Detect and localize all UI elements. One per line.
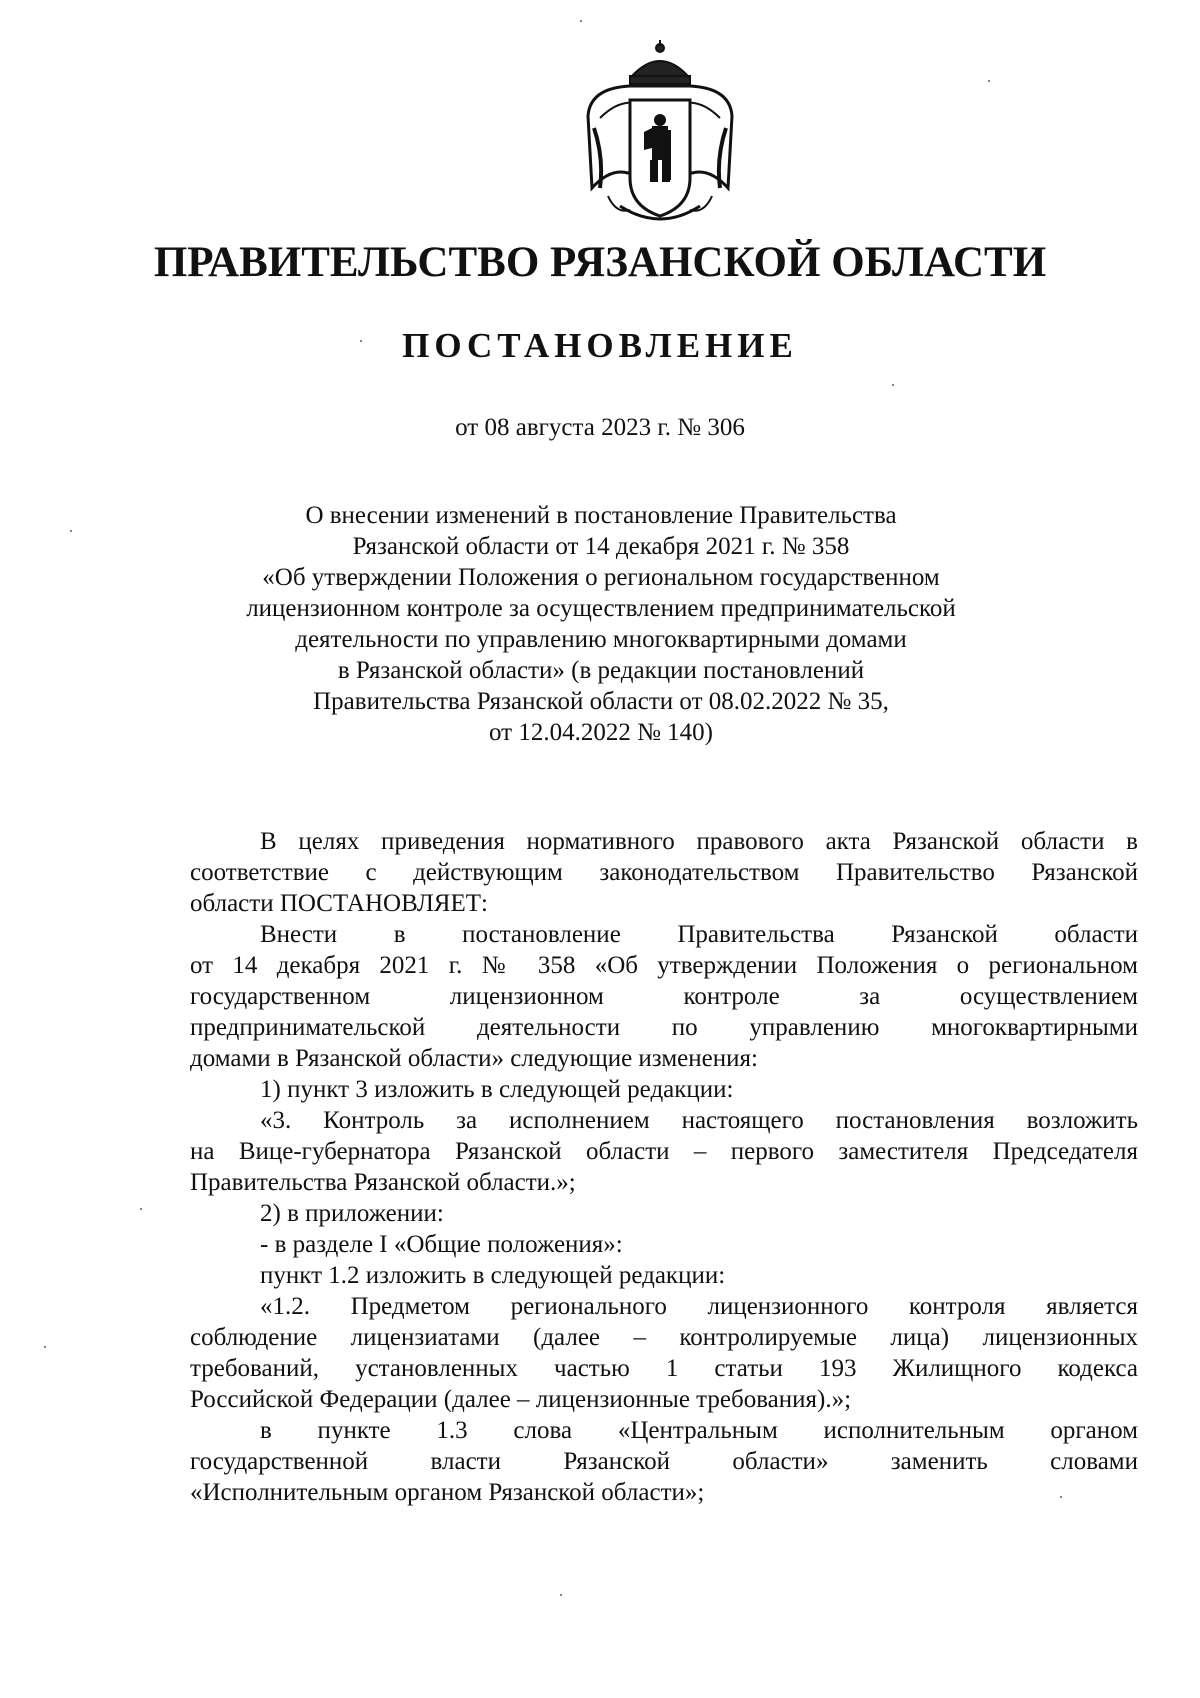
body-line: 2) в приложении: bbox=[260, 1200, 444, 1227]
scan-speck bbox=[140, 1208, 142, 1210]
scan-speck bbox=[988, 80, 990, 82]
coat-of-arms-emblem bbox=[560, 38, 760, 228]
document-body bbox=[190, 826, 1138, 1508]
body-line: 1) пункт 3 изложить в следующей редакции: bbox=[260, 1076, 734, 1103]
body-line: соответствие с действующим законодательством Правительство Рязанской bbox=[190, 859, 1138, 886]
document-subject bbox=[190, 500, 1012, 748]
document-type-heading: ПОСТАНОВЛЕНИЕ bbox=[402, 326, 798, 365]
scan-speck bbox=[580, 20, 582, 22]
scan-speck bbox=[70, 530, 72, 532]
subject-line: «Об утверждении Положения о региональном государственном bbox=[262, 564, 940, 591]
body-line: предпринимательской деятельности по управлению многоквартирными bbox=[190, 1014, 1138, 1041]
subject-line: лицензионном контроле за осуществлением предпринимательской bbox=[246, 595, 956, 622]
body-line: домами в Рязанской области» следующие изменения: bbox=[190, 1045, 758, 1072]
body-line: области ПОСТАНОВЛЯЕТ: bbox=[190, 890, 488, 917]
scan-speck bbox=[360, 340, 362, 342]
body-line: в пункте 1.3 слова «Центральным исполнительным органом bbox=[260, 1417, 1138, 1444]
body-line: «3. Контроль за исполнением настоящего постановления возложить bbox=[260, 1107, 1138, 1134]
body-line: Внести в постановление Правительства Рязанской области bbox=[260, 921, 1138, 948]
body-line: Российской Федерации (далее – лицензионные требования).»; bbox=[190, 1386, 852, 1413]
body-line: соблюдение лицензиатами (далее – контролируемые лица) лицензионных bbox=[190, 1324, 1138, 1351]
body-line: Правительства Рязанской области.»; bbox=[190, 1169, 576, 1196]
subject-line: в Рязанской области» (в редакции постановлений bbox=[337, 657, 865, 684]
scan-speck bbox=[560, 1594, 562, 1596]
body-line: государственном лицензионном контроле за осуществлением bbox=[190, 983, 1138, 1010]
body-line: от 14 декабря 2021 г. № 358 «Об утверждении Положения о региональном bbox=[190, 952, 1138, 979]
body-line: «1.2. Предметом регионального лицензионного контроля является bbox=[260, 1293, 1138, 1320]
subject-line: О внесении изменений в постановление Правительства bbox=[305, 502, 897, 529]
organization-title: ПРАВИТЕЛЬСТВО РЯЗАНСКОЙ ОБЛАСТИ bbox=[153, 239, 1047, 286]
scan-speck bbox=[892, 384, 894, 386]
scan-speck bbox=[1060, 1496, 1062, 1498]
body-line: требований, установленных частью 1 статьи 193 Жилищного кодекса bbox=[190, 1355, 1138, 1382]
subject-line: Правительства Рязанской области от 08.02.2022 № 35, bbox=[313, 688, 889, 715]
scan-speck bbox=[44, 1346, 46, 1348]
body-line: на Вице-губернатора Рязанской области – первого заместителя Председателя bbox=[190, 1138, 1138, 1165]
body-line: - в разделе I «Общие положения»: bbox=[260, 1231, 623, 1258]
body-line: В целях приведения нормативного правового акта Рязанской области в bbox=[260, 828, 1138, 855]
subject-line: деятельности по управлению многоквартирными домами bbox=[295, 626, 907, 653]
document-date-number: от 08 августа 2023 г. № 306 bbox=[455, 414, 745, 441]
body-line: государственной власти Рязанской области» заменить словами bbox=[190, 1448, 1138, 1475]
body-line: пункт 1.2 изложить в следующей редакции: bbox=[260, 1262, 726, 1289]
body-line: «Исполнительным органом Рязанской области»; bbox=[190, 1479, 705, 1506]
subject-line: Рязанской области от 14 декабря 2021 г. № 358 bbox=[352, 533, 850, 560]
subject-line: от 12.04.2022 № 140) bbox=[488, 719, 714, 746]
